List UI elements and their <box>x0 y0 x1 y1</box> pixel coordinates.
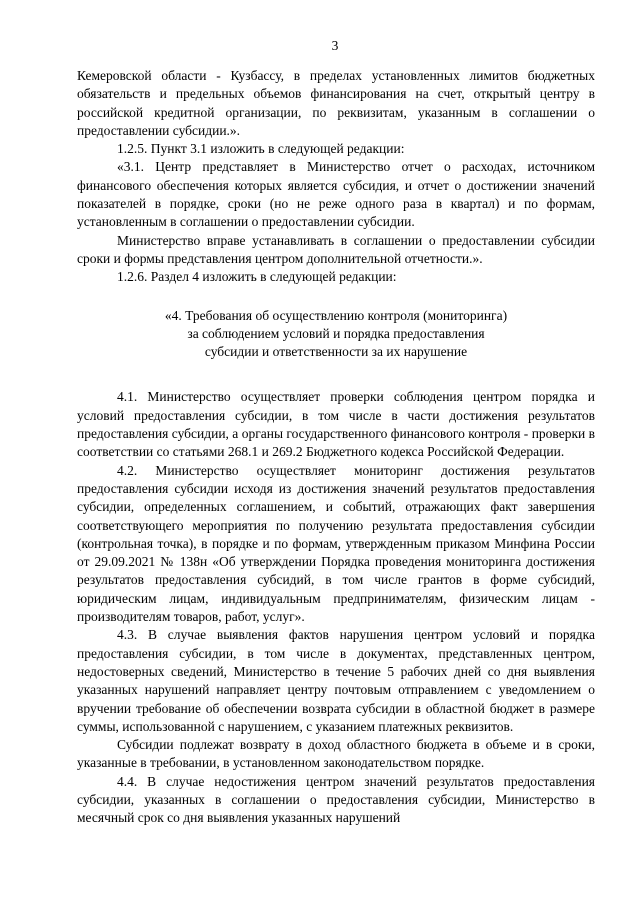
clause-4-4: 4.4. В случае недостижения центром значений результатов предоставления субсидии, указанных в соглашении о предоставления субсидии, Министерство в месячный срок со дня выявления указанных нарушений <box>77 773 595 826</box>
page-number: 3 <box>331 38 339 53</box>
paragraph: 1.2.5. Пункт 3.1 изложить в следующей редакции: <box>117 141 405 157</box>
clause-4-2: 4.2. Министерство осуществляет мониторинг достижения результатов предоставления субсидии исходя из достижения значений результатов предоставления субсидии, определенных соглашением, и событий, отражающих факт завершения соответствующего мероприятия по получению результата предоставления субсидии (контрольная точка), в порядке и по формам, утвержденным приказом Минфина России от 29.09.2021 № 138н «Об утверждении Порядка проведения мониторинга достижения результатов предоставления субсидий, в том числе грантов в форме субсидий, юридическим лицам, индивидуальным предпринимателям, физическим лицам - производителям товаров, работ, услуг». <box>77 462 595 625</box>
clause-4-3-continued: Субсидии подлежат возврату в доход областного бюджета в объеме и в сроки, указанные в требовании, в установленном законодательством порядке. <box>77 737 595 771</box>
clause-4-3: 4.3. В случае выявления фактов нарушения центром условий и порядка предоставления субсидии, в том числе в документах, представленных центром, недостоверных сведений, Министерство в течение 5 рабочих дней со дня выявления указанных нарушений направляет центру почтовым отправлением с уведомлением о вручении требование об обеспечении возврата субсидии в областной бюджет в размере суммы, использованной с нарушением, с указанием платежных реквизитов. <box>77 627 595 734</box>
section-heading-line: за соблюдением условий и порядка предоставления <box>187 325 485 341</box>
clause-4-1: 4.1. Министерство осуществляет проверки соблюдения центром порядка и условий предоставления субсидии, в том числе в части достижения результатов предоставления субсидии, а органы государственного финансового контроля - проверки в соответствии со статьями 268.1 и 269.2 Бюджетного кодекса Российской Федерации. <box>77 389 595 460</box>
section-heading <box>77 307 595 362</box>
paragraph: «3.1. Центр представляет в Министерство отчет о расходах, источником финансового обеспечения которых является субсидия, и отчет о достижении значений показателей в порядке, сроки (но не реже одного раза в квартал) и по формам, установленным в соглашении о предоставлении субсидии. <box>77 159 595 230</box>
section-heading-line: субсидии и ответственности за их нарушение <box>204 344 468 360</box>
section-heading-line: «4. Требования об осуществлению контроля (мониторинга) <box>164 307 508 323</box>
document-body <box>77 67 595 828</box>
paragraph: Кемеровской области - Кузбассу, в пределах установленных лимитов бюджетных обязательств и предельных объемов финансирования на счет, открытый центру в российской кредитной организации, по реквизитам, указанным в соглашении о предоставлении субсидии.». <box>77 68 595 138</box>
paragraph: Министерство вправе устанавливать в соглашении о предоставлении субсидии сроки и формы представления центром дополнительной отчетности.». <box>77 232 595 266</box>
paragraph: 1.2.6. Раздел 4 изложить в следующей редакции: <box>117 269 397 285</box>
